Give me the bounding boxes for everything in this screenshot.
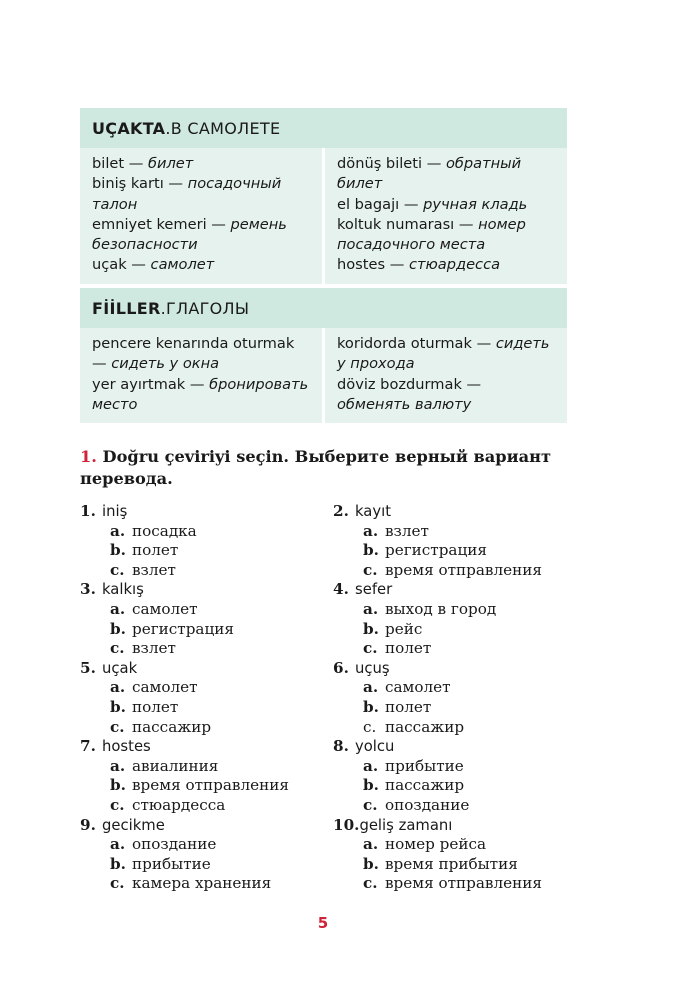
answer-option <box>80 796 289 816</box>
entry-russian: ремень безопасности <box>92 215 287 254</box>
vocab-entry <box>337 215 555 256</box>
question-number: 3. <box>80 580 96 599</box>
entry-turkish: koridorda oturmak <box>337 335 472 352</box>
option-text: авиалиния <box>132 756 219 775</box>
question-line <box>333 580 542 600</box>
question-number: 5. <box>80 658 96 677</box>
option-letter: a. <box>363 599 379 618</box>
vocab-entry <box>337 195 555 215</box>
entry-turkish: uçak <box>92 256 127 274</box>
option-text: самолет <box>132 678 198 697</box>
entry-russian: билет <box>147 155 194 172</box>
question-item <box>333 737 542 815</box>
entry-turkish: pencere kenarında oturmak <box>92 335 295 352</box>
option-letter: a. <box>363 521 379 540</box>
entry-russian: посадочный талон <box>92 175 282 213</box>
question-word: kayıt <box>355 503 392 520</box>
vocab-section-in-plane <box>80 108 567 284</box>
option-text: пассажир <box>385 717 465 736</box>
answer-option <box>80 678 289 698</box>
vocab-column-left <box>80 148 322 284</box>
vocab-entry <box>337 255 555 275</box>
entry-dash: — <box>124 155 148 172</box>
answer-option <box>80 639 289 659</box>
question-line <box>333 502 542 522</box>
answer-option <box>80 835 289 855</box>
entry-turkish: yer ayırtmak <box>92 375 186 393</box>
option-letter: b. <box>110 776 126 795</box>
option-text: опоздание <box>132 835 217 854</box>
option-letter: a. <box>363 678 379 697</box>
question-word: sefer <box>355 581 393 599</box>
answer-option <box>80 757 289 777</box>
question-word: yolcu <box>355 738 395 756</box>
vocab-entry <box>337 375 555 416</box>
question-line <box>80 737 289 757</box>
option-text: пассажир <box>385 776 465 795</box>
option-letter: b. <box>363 541 379 560</box>
option-text: взлет <box>132 560 176 579</box>
vocab-column-left <box>80 328 322 423</box>
vocab-entry <box>92 215 310 256</box>
answer-option <box>333 698 542 718</box>
entry-dash: — <box>471 335 496 352</box>
option-letter: c. <box>110 795 125 814</box>
question-number: 9. <box>80 815 96 834</box>
option-text: взлет <box>385 521 429 540</box>
answer-option <box>80 522 289 542</box>
option-text: опоздание <box>385 795 470 814</box>
section-title-ru: В САМОЛЕТЕ <box>170 118 281 138</box>
option-letter: c. <box>110 717 125 736</box>
option-text: полет <box>132 541 179 560</box>
vocab-entry <box>92 154 310 174</box>
vocab-entry <box>92 255 310 275</box>
entry-dash: — <box>399 195 424 213</box>
option-text: прибытие <box>385 756 464 775</box>
vocab-column-right <box>322 148 567 284</box>
entry-russian: стюардесса <box>408 256 501 274</box>
section-title-tr: FİİLLER <box>92 298 161 318</box>
answer-option <box>80 855 289 875</box>
question-item <box>80 580 289 658</box>
questions-left-column <box>80 502 289 894</box>
answer-option <box>80 600 289 620</box>
section-title-ru: ГЛАГОЛЫ <box>165 298 250 318</box>
entry-turkish: koltuk numarası <box>337 215 455 233</box>
option-letter: b. <box>110 541 126 560</box>
option-text: посадка <box>132 521 197 540</box>
question-word: hostes <box>102 738 151 756</box>
entry-russian: бронировать место <box>92 375 309 413</box>
option-letter: b. <box>110 619 126 638</box>
answer-option <box>80 718 289 738</box>
answer-option <box>80 874 289 894</box>
question-line <box>333 659 542 679</box>
option-text: пассажир <box>132 717 212 736</box>
answer-option <box>333 835 542 855</box>
entry-dash: — <box>422 155 446 172</box>
entry-russian: самолет <box>150 256 215 274</box>
option-text: прибытие <box>132 854 211 873</box>
answer-option <box>80 561 289 581</box>
option-letter: a. <box>363 835 379 854</box>
section-title-sep: . <box>165 118 171 138</box>
section-header <box>80 288 567 328</box>
question-item <box>80 659 289 737</box>
question-line <box>333 816 542 836</box>
question-item <box>333 580 542 658</box>
section-header <box>80 108 567 148</box>
entry-dash: — <box>385 256 409 274</box>
question-number: 2. <box>333 502 349 520</box>
answer-option <box>333 522 542 542</box>
question-word: uçak <box>102 659 138 677</box>
vocab-entry <box>92 375 310 416</box>
page-number: 5 <box>317 914 329 932</box>
entry-dash: — <box>461 375 482 393</box>
section-title-sep: . <box>160 298 166 318</box>
option-letter: b. <box>363 776 379 795</box>
question-line <box>80 580 289 600</box>
question-number: 4. <box>333 580 349 599</box>
question-item <box>333 659 542 737</box>
answer-option <box>333 541 542 561</box>
answer-option <box>80 698 289 718</box>
task-heading <box>80 446 580 490</box>
option-text: время отправления <box>385 560 542 579</box>
answer-option <box>80 541 289 561</box>
task-text: Doğru çeviriyi seçin. Выберите верный вариант перевода. <box>80 447 551 488</box>
question-line <box>333 737 542 757</box>
question-line <box>80 816 289 836</box>
answer-option <box>333 776 542 796</box>
question-item <box>80 816 289 894</box>
answer-option <box>333 718 542 738</box>
question-word: iniş <box>102 503 128 520</box>
option-letter: c. <box>363 795 378 814</box>
question-word: uçuş <box>355 659 390 677</box>
option-text: регистрация <box>132 619 234 638</box>
option-text: самолет <box>132 599 198 618</box>
question-number: 6. <box>333 658 349 677</box>
entry-russian: обратный билет <box>337 155 522 193</box>
option-letter: a. <box>110 835 126 854</box>
question-line <box>80 659 289 679</box>
option-text: полет <box>385 697 432 716</box>
option-letter: a. <box>110 521 126 540</box>
option-text: регистрация <box>385 541 487 560</box>
entry-turkish: biniş kartı <box>92 175 164 193</box>
section-title-tr: UÇAKTA <box>92 118 166 138</box>
option-letter: c. <box>363 560 378 579</box>
option-text: самолет <box>385 678 451 697</box>
answer-option <box>333 678 542 698</box>
questions-right-column <box>333 502 542 894</box>
option-letter: b. <box>363 697 379 716</box>
option-letter: b. <box>363 619 379 638</box>
answer-option <box>80 776 289 796</box>
option-text: взлет <box>132 639 176 658</box>
entry-turkish: el bagajı <box>337 195 400 213</box>
question-line <box>80 502 289 522</box>
answer-option <box>333 600 542 620</box>
option-letter: a. <box>110 756 126 775</box>
question-number: 8. <box>333 737 349 756</box>
question-item <box>80 502 289 580</box>
question-word: kalkış <box>102 581 144 599</box>
answer-option <box>333 874 542 894</box>
option-letter: a. <box>110 599 126 618</box>
entry-russian: обменять валюту <box>337 395 472 413</box>
entry-turkish: dönüş bileti <box>337 155 423 172</box>
option-text: выход в город <box>385 599 497 618</box>
vocab-section-verbs <box>80 288 567 423</box>
option-text: время отправления <box>385 874 542 893</box>
entry-dash: — <box>92 355 112 373</box>
vocab-entry <box>92 334 310 375</box>
option-text: полет <box>132 697 179 716</box>
entry-russian: номер посадочного места <box>337 215 526 254</box>
answer-option <box>333 757 542 777</box>
question-word: geliş zamanı <box>359 816 453 834</box>
option-text: время прибытия <box>385 854 518 873</box>
option-letter: c. <box>110 639 125 658</box>
entry-russian: ручная кладь <box>423 195 528 213</box>
question-item <box>333 502 542 580</box>
option-letter: a. <box>110 678 126 697</box>
vocab-entry <box>92 174 310 215</box>
entry-dash: — <box>126 256 151 274</box>
task-number: 1. <box>80 447 97 466</box>
entry-dash: — <box>185 375 210 393</box>
entry-russian: сидеть у прохода <box>337 335 550 373</box>
answer-option <box>333 639 542 659</box>
answer-option <box>333 620 542 640</box>
option-text: время отправления <box>132 776 289 795</box>
entry-dash: — <box>206 215 231 233</box>
answer-option <box>333 855 542 875</box>
question-number: 10. <box>333 815 360 834</box>
option-letter: b. <box>110 854 126 873</box>
vocab-entry <box>337 154 555 195</box>
option-text: камера хранения <box>132 874 272 893</box>
entry-turkish: hostes <box>337 256 386 274</box>
question-word: gecikme <box>102 816 165 834</box>
entry-dash: — <box>163 175 188 193</box>
answer-option <box>80 620 289 640</box>
entry-turkish: döviz bozdurmak <box>337 375 462 393</box>
option-letter: b. <box>363 854 379 873</box>
question-item <box>80 737 289 815</box>
option-text: номер рейса <box>385 835 487 854</box>
option-text: рейс <box>385 619 423 638</box>
entry-dash: — <box>454 215 479 233</box>
option-letter: с. <box>363 717 377 736</box>
option-letter: b. <box>110 697 126 716</box>
option-letter: c. <box>110 560 125 579</box>
vocab-entry <box>337 334 555 375</box>
entry-russian: сидеть у окна <box>111 355 220 373</box>
question-number: 7. <box>80 737 96 756</box>
entry-turkish: emniyet kemeri <box>92 215 207 233</box>
entry-turkish: bilet <box>92 155 125 172</box>
option-letter: a. <box>363 756 379 775</box>
option-text: стюардесса <box>132 795 226 814</box>
question-item <box>333 816 542 894</box>
option-letter: c. <box>110 874 125 893</box>
question-number: 1. <box>80 502 96 520</box>
option-text: полет <box>385 639 432 658</box>
answer-option <box>333 561 542 581</box>
option-letter: c. <box>363 639 378 658</box>
vocab-column-right <box>322 328 567 423</box>
answer-option <box>333 796 542 816</box>
option-letter: c. <box>363 874 378 893</box>
